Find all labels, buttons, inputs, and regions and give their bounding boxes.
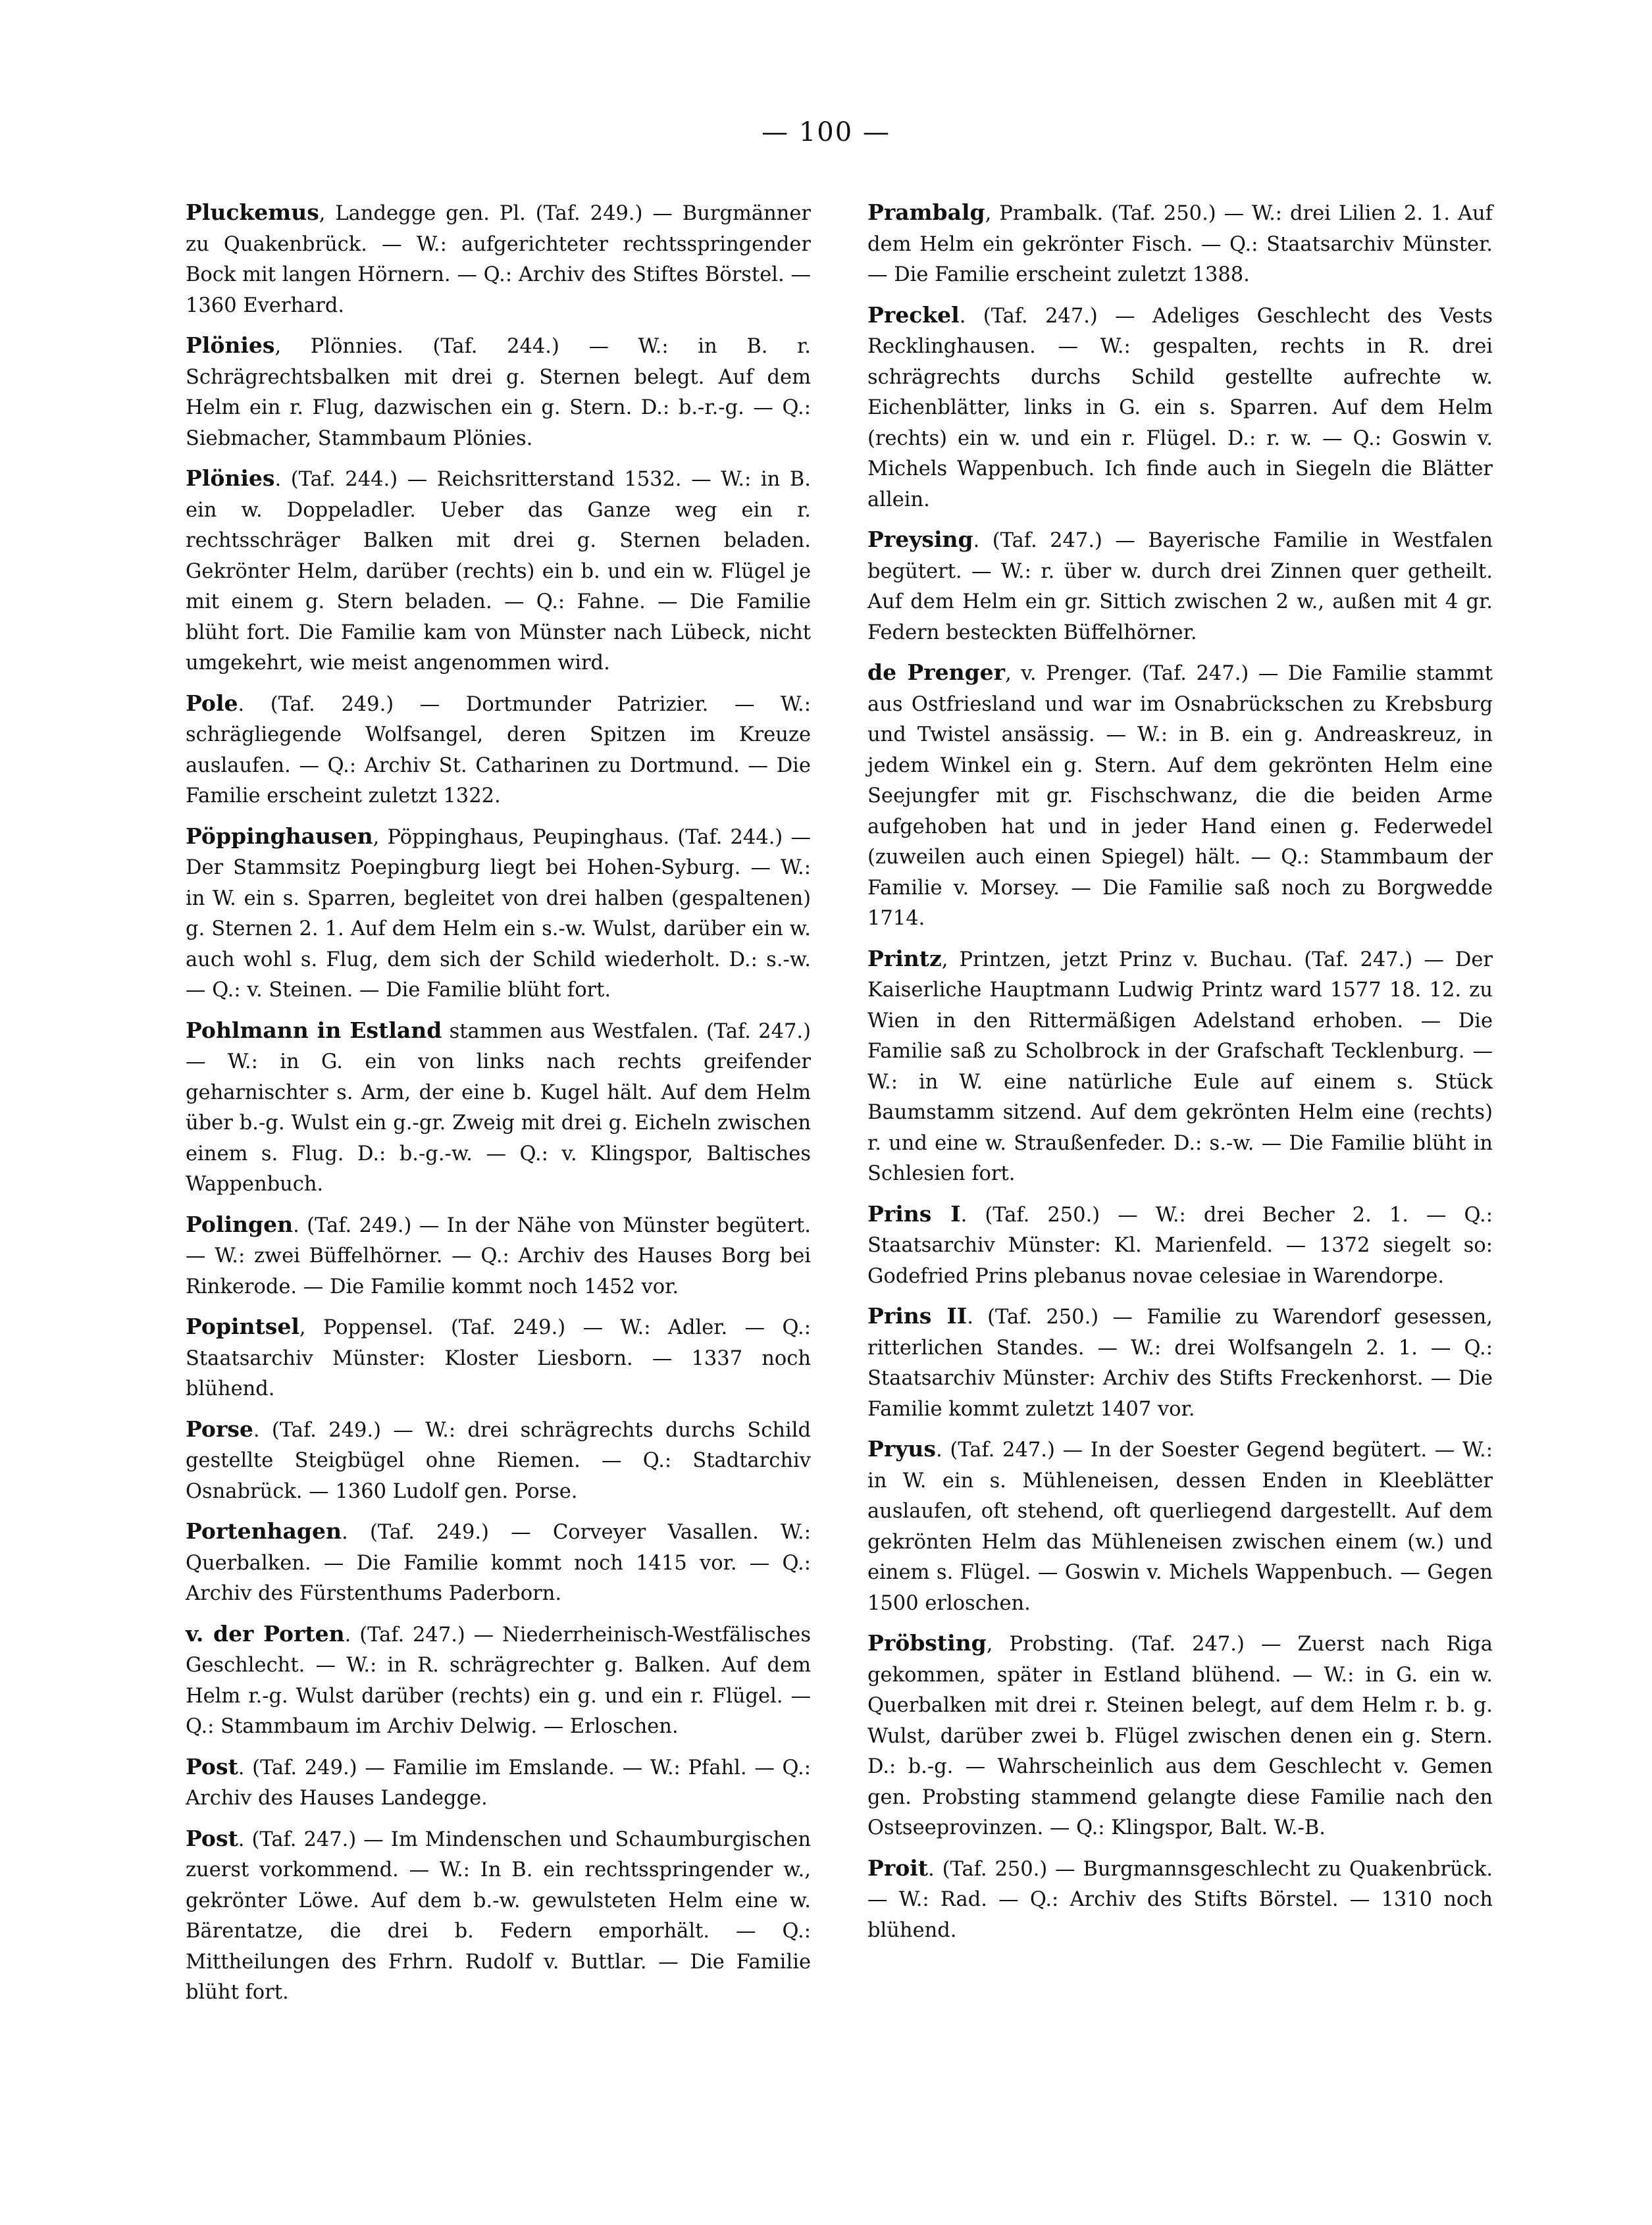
entry-text: . (Taf. 244.) — Reichsritterstand 1532. — W.: in B. ein w. Doppeladler. Ueber das Ganze weg ein r. rechtsschräger Balken mit drei g. Sternen beladen. Gekrönter Helm, darüber (rechts) ein b. und ein w. Flügel je mit einem g. Stern beladen. — Q.: Fahne. — Die Familie blüht fort. Die Familie kam von Münster nach Lübeck, nicht umgekehrt, wie meist angenommen wird. bbox=[186, 468, 811, 675]
entry-text: , Probsting. (Taf. 247.) — Zuerst nach Riga gekommen, später in Estland blühend. — W.: in G. ein w. Querbalken mit drei r. Steinen belegt, auf dem Helm r. b. g. Wulst, darüber zwei b. Flügel zwischen denen ein g. Stern. D.: b.-g. — Wahrscheinlich aus dem Geschlecht v. Gemen gen. Probsting stammend gelangte diese Familie nach den Ostseeprovinzen. — Q.: Klingspor, Balt. W.-B. bbox=[867, 1633, 1493, 1839]
entry-head: Pole bbox=[186, 690, 238, 716]
entry-text: , Printzen, jetzt Prinz v. Buchau. (Taf. 247.) — Der Kaiserliche Hauptmann Ludwig Printz ward 1577 18. 12. zu Wien in den Rittermäßigen Adelstand erhoben. — Die Familie saß zu Scholbrock in der Grafschaft Tecklenburg. — W.: in W. eine natürliche Eule auf einem s. Stück Baumstamm sitzend. Auf dem gekrönten Helm eine (rechts) r. und eine w. Straußenfeder. D.: s.-w. — Die Familie blüht in Schlesien fort. bbox=[867, 948, 1493, 1185]
entry-text: . (Taf. 249.) — Familie im Emslande. — W.: Pfahl. — Q.: Archiv des Hauses Landegge. bbox=[186, 1756, 811, 1810]
entry bbox=[867, 1434, 1493, 1619]
entry bbox=[186, 1824, 811, 2008]
entry-head: Plönies bbox=[186, 465, 275, 491]
entry bbox=[867, 1628, 1493, 1844]
entry-head: Preysing bbox=[867, 526, 973, 552]
entry bbox=[867, 944, 1493, 1190]
entry-head: Prins I bbox=[867, 1200, 961, 1227]
entry-text: . (Taf. 250.) — Burgmannsgeschlecht zu Quakenbrück. — W.: Rad. — Q.: Archiv des Stifts Börstel. — 1310 noch blühend. bbox=[867, 1857, 1493, 1942]
entry bbox=[867, 197, 1493, 291]
entry-text: , Prambalk. (Taf. 250.) — W.: drei Lilien 2. 1. Auf dem Helm ein gekrönter Fisch. — Q.: Staatsarchiv Münster. — Die Familie erscheint zuletzt 1388. bbox=[867, 202, 1493, 286]
entry-head: Pröbsting bbox=[867, 1630, 987, 1656]
entry-text: . (Taf. 250.) — Familie zu Warendorf gesessen, ritterlichen Standes. — W.: drei Wolfsangeln 2. 1. — Q.: Staatsarchiv Münster: Archiv des Stifts Freckenhorst. — Die Familie kommt zuletzt 1407 vor. bbox=[867, 1306, 1493, 1421]
entry bbox=[186, 330, 811, 454]
entry-text: , Poppensel. (Taf. 249.) — W.: Adler. — Q.: Staatsarchiv Münster: Kloster Liesborn. — 1337 noch blühend. bbox=[186, 1316, 811, 1400]
page-number: — 100 — bbox=[761, 117, 891, 147]
entry-text: . (Taf. 247.) — Im Mindenschen und Schaumburgischen zuerst vorkommend. — W.: In B. ein rechtsspringender w., gekrönter Löwe. Auf dem b.-w. gewulsteten Helm eine w. Bärentatze, die drei b. Federn emporhält. — Q.: Mittheilungen des Frhrn. Rudolf v. Buttlar. — Die Familie blüht fort. bbox=[186, 1828, 811, 2004]
entry bbox=[186, 1752, 811, 1814]
entry-head: Prins II bbox=[867, 1303, 968, 1329]
entry bbox=[867, 1301, 1493, 1425]
entry bbox=[186, 1414, 811, 1508]
entry-text: . (Taf. 247.) — Bayerische Familie in Westfalen begütert. — W.: r. über w. durch drei Zinnen quer getheilt. Auf dem Helm ein gr. Sittich zwischen 2 w., außen mit 4 gr. Federn besteckten Büffelhörner. bbox=[867, 529, 1493, 644]
entry bbox=[186, 821, 811, 1006]
entry-text: . (Taf. 249.) — Corveyer Vasallen. W.: Querbalken. — Die Familie kommt noch 1415 vor. — Q.: Archiv des Fürstenthums Paderborn. bbox=[186, 1521, 811, 1605]
entry-head: Portenhagen bbox=[186, 1518, 342, 1544]
entry-head: Preckel bbox=[867, 301, 960, 328]
entry-head: Printz bbox=[867, 945, 942, 971]
entry-text: , Pöppinghaus, Peupinghaus. (Taf. 244.) — Der Stammsitz Poepingburg liegt bei Hohen-Syburg. — W.: in W. ein s. Sparren, begleitet von drei halben (gespaltenen) g. Sternen 2. 1. Auf dem Helm ein s.-w. Wulst, darüber ein w. auch wohl s. Flug, dem sich der Schild wiederholt. D.: s.-w. — Q.: v. Steinen. — Die Familie blüht fort. bbox=[186, 825, 811, 1002]
entry-text: . (Taf. 249.) — In der Nähe von Münster begütert. — W.: zwei Büffelhörner. — Q.: Archiv des Hauses Borg bei Rinkerode. — Die Familie kommt noch 1452 vor. bbox=[186, 1214, 811, 1298]
entry-text: . (Taf. 247.) — In der Soester Gegend begütert. — W.: in W. ein s. Mühleneisen, dessen Enden in Kleeblätter auslaufen, oft stehend, oft querliegend dargestellt. Auf dem gekrönten Helm das Mühleneisen zwischen einem (w.) und einem s. Flügel. — Goswin v. Michels Wappenbuch. — Gegen 1500 erloschen. bbox=[867, 1439, 1493, 1615]
entry-text: . (Taf. 249.) — Dortmunder Patrizier. — W.: schrägliegende Wolfsangel, deren Spitzen im Kreuze auslaufen. — Q.: Archiv St. Catharinen zu Dortmund. — Die Familie erscheint zuletzt 1322. bbox=[186, 692, 811, 807]
entry-head: Popintsel bbox=[186, 1314, 299, 1339]
entry-text: . (Taf. 247.) — Niederrheinisch-Westfälisches Geschlecht. — W.: in R. schrägrechter g. Balken. Auf dem Helm r.-g. Wulst darüber (rechts) ein g. und ein r. Flügel. — Q.: Stammbaum im Archiv Delwig. — Erloschen. bbox=[186, 1623, 811, 1738]
entry-text: . (Taf. 247.) — Adeliges Geschlecht des Vests Recklinghausen. — W.: gespalten, rechts in R. drei schrägrechts durchs Schild gestellte aufrechte w. Eichenblätter, links in G. ein s. Sparren. Auf dem Helm (rechts) ein w. und ein r. Flügel. D.: r. w. — Q.: Goswin v. Michels Wappenbuch. Ich finde auch in Siegeln die Blätter allein. bbox=[867, 304, 1493, 511]
entry bbox=[186, 1015, 811, 1200]
entry-head: Pohlmann in Estland bbox=[186, 1017, 442, 1043]
entry bbox=[186, 688, 811, 812]
entry bbox=[867, 300, 1493, 516]
entry-head: Pryus bbox=[867, 1436, 936, 1462]
entry bbox=[867, 1199, 1493, 1292]
entry-head: de Prenger bbox=[867, 659, 1006, 685]
entry bbox=[186, 1312, 811, 1405]
entry bbox=[186, 1210, 811, 1303]
entry bbox=[186, 463, 811, 679]
entry-head: Post bbox=[186, 1753, 238, 1779]
entry-head: Pluckemus bbox=[186, 199, 319, 225]
entry-head: v. der Porten bbox=[186, 1620, 345, 1647]
entry bbox=[867, 524, 1493, 648]
entry bbox=[186, 1516, 811, 1610]
entry-text: , Landegge gen. Pl. (Taf. 249.) — Burgmänner zu Quakenbrück. — W.: aufgerichteter rechtsspringender Bock mit langen Hörnern. — Q.: Archiv des Stiftes Börstel. — 1360 Everhard. bbox=[186, 202, 811, 317]
entry-text: . (Taf. 250.) — W.: drei Becher 2. 1. — Q.: Staatsarchiv Münster: Kl. Marienfeld. — 1372 siegelt so: Godefried Prins plebanus novae celesiae in Warendorpe. bbox=[867, 1203, 1493, 1288]
entry-head: Plönies bbox=[186, 332, 275, 358]
entry bbox=[186, 197, 811, 321]
entry bbox=[867, 657, 1493, 934]
entry-head: Prambalg bbox=[867, 199, 985, 225]
entry-text: , Plönnies. (Taf. 244.) — W.: in B. r. Schrägrechtsbalken mit drei g. Sternen belegt. Auf dem Helm ein r. Flug, dazwischen ein g. Stern. D.: b.-r.-g. — Q.: Siebmacher, Stammbaum Plönies. bbox=[186, 335, 811, 450]
entry-text: stammen aus Westfalen. (Taf. 247.) — W.: in G. ein von links nach rechts greifender geharnischter s. Arm, der eine b. Kugel hält. Auf dem Helm über b.-g. Wulst ein g.-gr. Zweig mit drei g. Eicheln zwischen einem s. Flug. D.: b.-g.-w. — Q.: v. Klingspor, Baltisches Wappenbuch. bbox=[186, 1019, 811, 1196]
entry-head: Pöppinghausen bbox=[186, 823, 373, 849]
entry-head: Polingen bbox=[186, 1211, 294, 1237]
entry-text: . (Taf. 249.) — W.: drei schrägrechts durchs Schild gestellte Steigbügel ohne Riemen. — Q.: Stadtarchiv Osnabrück. — 1360 Ludolf gen. Porse. bbox=[186, 1418, 811, 1503]
entry-text: , v. Prenger. (Taf. 247.) — Die Familie stammt aus Ostfriesland und war im Osnabrückschen zu Krebsburg und Twistel ansässig. — W.: in B. ein g. Andreaskreuz, in jedem Winkel ein g. Stern. Auf dem gekrönten Helm eine Seejungfer mit gr. Fischschwanz, die die beiden Arme aufgehoben hat und in jeder Hand einen g. Federwedel (zuweilen auch einen Spiegel) hält. — Q.: Stammbaum der Familie v. Morsey. — Die Familie saß noch zu Borgwedde 1714. bbox=[867, 662, 1493, 930]
entry-head: Porse bbox=[186, 1416, 253, 1442]
left-column bbox=[186, 197, 811, 2018]
entry bbox=[867, 1853, 1493, 1947]
right-column bbox=[867, 197, 1493, 1955]
entry-head: Proit bbox=[867, 1854, 928, 1881]
entry-head: Post bbox=[186, 1825, 238, 1851]
entry bbox=[186, 1619, 811, 1743]
